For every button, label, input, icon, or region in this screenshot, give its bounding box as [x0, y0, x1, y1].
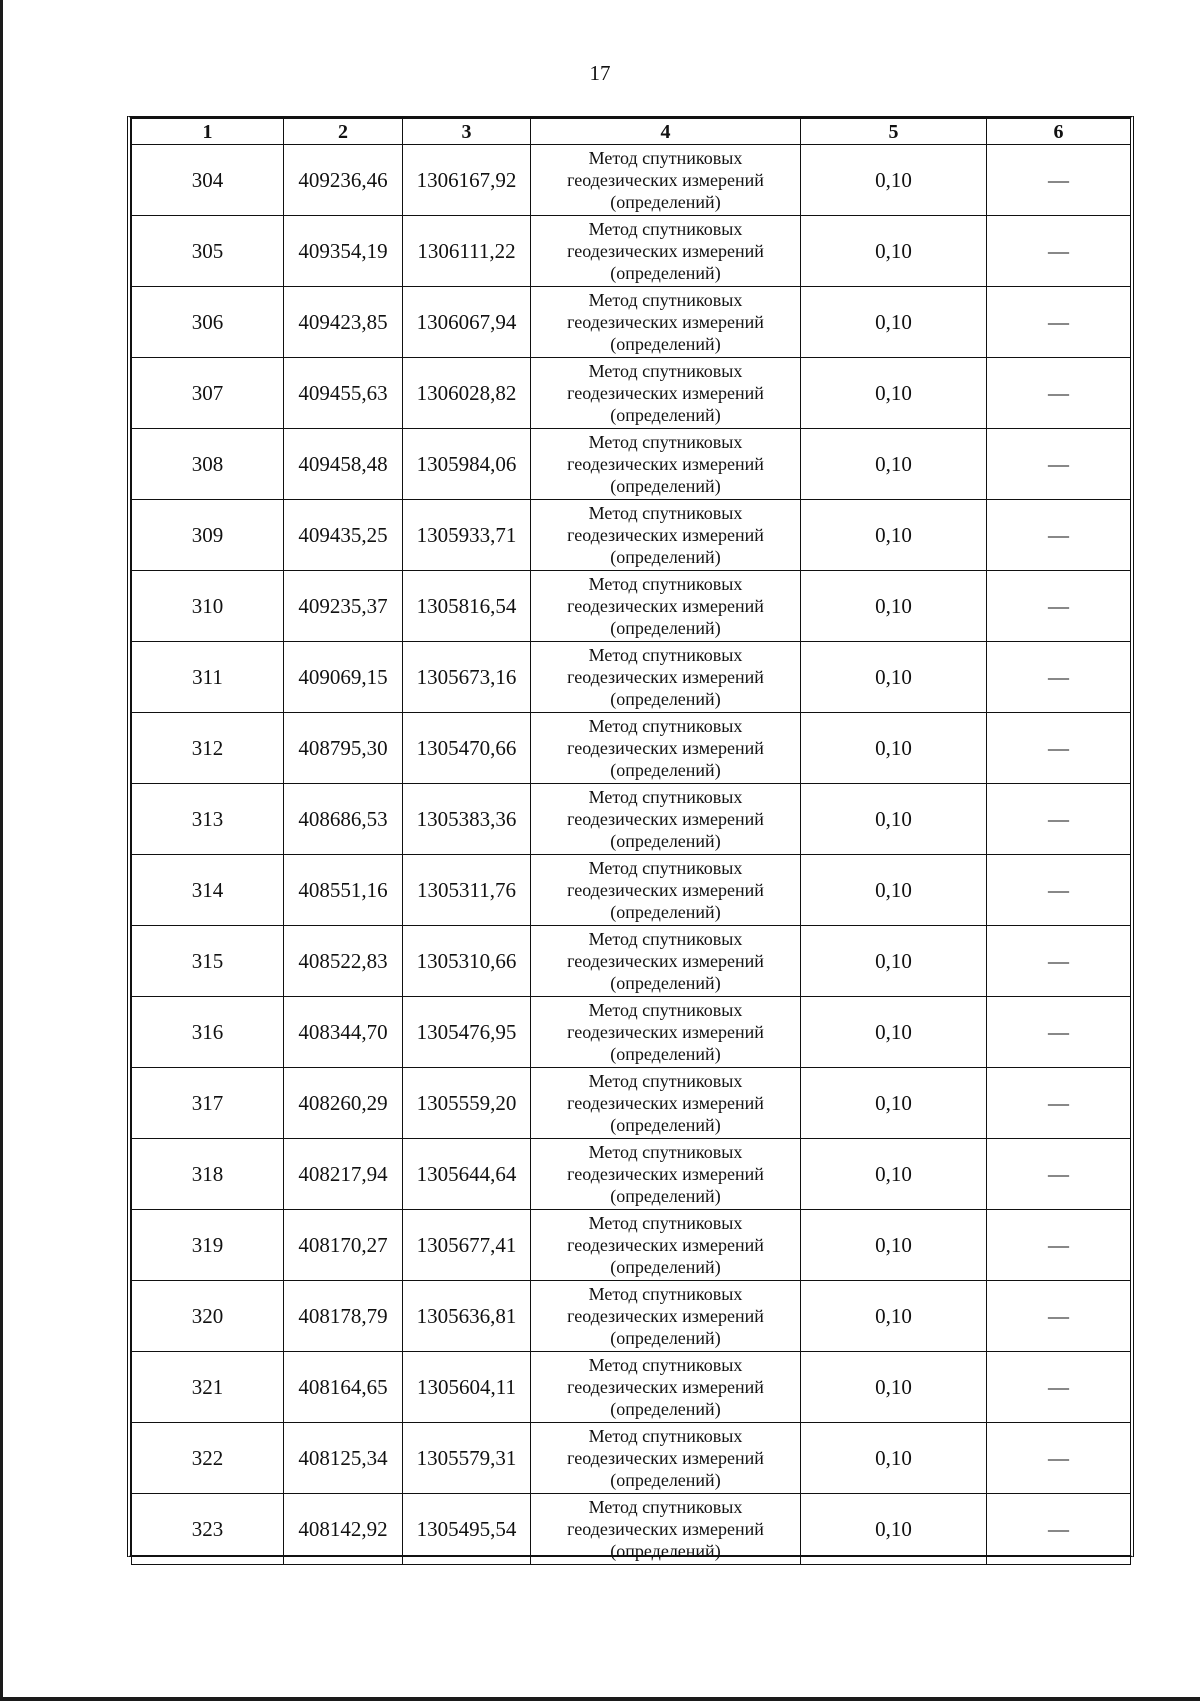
table-row [132, 855, 1131, 926]
table-row [132, 358, 1131, 429]
method-cell [531, 1423, 801, 1494]
table-row [132, 1281, 1131, 1352]
method-cell [531, 1139, 801, 1210]
method-line: (определений) [610, 1044, 721, 1064]
table-row [132, 145, 1131, 216]
table-row [132, 1494, 1131, 1565]
method-line: Метод спутниковых [588, 219, 743, 239]
accuracy-cell: 0,10 [801, 1068, 987, 1139]
point-number-cell: 311 [132, 642, 284, 713]
note-cell: — [987, 1423, 1131, 1494]
table-row [132, 216, 1131, 287]
accuracy-cell: 0,10 [801, 1281, 987, 1352]
method-line: геодезических измерений [567, 1022, 764, 1042]
method-line: (определений) [610, 405, 721, 425]
method-line: геодезических измерений [567, 241, 764, 261]
accuracy-cell: 0,10 [801, 926, 987, 997]
accuracy-cell: 0,10 [801, 1352, 987, 1423]
method-line: (определений) [610, 760, 721, 780]
method-cell [531, 358, 801, 429]
method-cell [531, 287, 801, 358]
table-row [132, 997, 1131, 1068]
note-cell: — [987, 713, 1131, 784]
method-cell [531, 1210, 801, 1281]
point-number-cell: 323 [132, 1494, 284, 1565]
scan-edge-left [0, 0, 3, 1701]
table-row [132, 1423, 1131, 1494]
table-row [132, 429, 1131, 500]
table-row [132, 926, 1131, 997]
method-line: Метод спутниковых [588, 148, 743, 168]
table-row [132, 500, 1131, 571]
method-cell [531, 216, 801, 287]
method-line: Метод спутниковых [588, 1497, 743, 1517]
coordinate-y-cell: 1306167,92 [403, 145, 531, 216]
method-cell [531, 713, 801, 784]
header-cell-2: 2 [284, 119, 403, 145]
method-cell [531, 926, 801, 997]
note-cell: — [987, 1352, 1131, 1423]
coordinate-x-cell: 408178,79 [284, 1281, 403, 1352]
method-line: геодезических измерений [567, 738, 764, 758]
method-line: (определений) [610, 1399, 721, 1419]
accuracy-cell: 0,10 [801, 1139, 987, 1210]
method-line: Метод спутниковых [588, 574, 743, 594]
coordinate-x-cell: 409423,85 [284, 287, 403, 358]
header-cell-3: 3 [403, 119, 531, 145]
method-cell [531, 571, 801, 642]
note-cell: — [987, 855, 1131, 926]
method-line: Метод спутниковых [588, 503, 743, 523]
accuracy-cell: 0,10 [801, 429, 987, 500]
coordinates-table [131, 118, 1131, 1565]
coordinate-x-cell: 409236,46 [284, 145, 403, 216]
coordinate-y-cell: 1305495,54 [403, 1494, 531, 1565]
method-line: геодезических измерений [567, 1093, 764, 1113]
coordinate-x-cell: 409435,25 [284, 500, 403, 571]
note-cell: — [987, 287, 1131, 358]
accuracy-cell: 0,10 [801, 997, 987, 1068]
accuracy-cell: 0,10 [801, 287, 987, 358]
coordinate-x-cell: 408344,70 [284, 997, 403, 1068]
coordinate-y-cell: 1305579,31 [403, 1423, 531, 1494]
coordinate-x-cell: 409069,15 [284, 642, 403, 713]
point-number-cell: 305 [132, 216, 284, 287]
table-row [132, 1210, 1131, 1281]
coordinate-x-cell: 408686,53 [284, 784, 403, 855]
table-row [132, 642, 1131, 713]
coordinate-y-cell: 1305476,95 [403, 997, 531, 1068]
method-line: Метод спутниковых [588, 787, 743, 807]
coordinate-y-cell: 1305604,11 [403, 1352, 531, 1423]
point-number-cell: 306 [132, 287, 284, 358]
method-line: (определений) [610, 973, 721, 993]
method-line: геодезических измерений [567, 525, 764, 545]
coordinate-y-cell: 1305677,41 [403, 1210, 531, 1281]
method-line: геодезических измерений [567, 1164, 764, 1184]
coordinate-x-cell: 408164,65 [284, 1352, 403, 1423]
coordinate-y-cell: 1306111,22 [403, 216, 531, 287]
accuracy-cell: 0,10 [801, 216, 987, 287]
coordinate-y-cell: 1306067,94 [403, 287, 531, 358]
method-cell [531, 855, 801, 926]
accuracy-cell: 0,10 [801, 1210, 987, 1281]
point-number-cell: 313 [132, 784, 284, 855]
coordinate-y-cell: 1305636,81 [403, 1281, 531, 1352]
coordinate-y-cell: 1306028,82 [403, 358, 531, 429]
coordinate-x-cell: 408795,30 [284, 713, 403, 784]
method-cell [531, 784, 801, 855]
coordinate-y-cell: 1305470,66 [403, 713, 531, 784]
method-line: (определений) [610, 831, 721, 851]
coordinate-x-cell: 408260,29 [284, 1068, 403, 1139]
method-line: (определений) [610, 1541, 721, 1561]
method-line: геодезических измерений [567, 667, 764, 687]
method-line: Метод спутниковых [588, 290, 743, 310]
method-line: Метод спутниковых [588, 1000, 743, 1020]
coordinate-x-cell: 408217,94 [284, 1139, 403, 1210]
coordinate-y-cell: 1305816,54 [403, 571, 531, 642]
method-line: (определений) [610, 618, 721, 638]
method-line: геодезических измерений [567, 1448, 764, 1468]
method-line: Метод спутниковых [588, 361, 743, 381]
method-line: геодезических измерений [567, 951, 764, 971]
method-line: Метод спутниковых [588, 1284, 743, 1304]
method-line: Метод спутниковых [588, 1355, 743, 1375]
method-cell [531, 997, 801, 1068]
coordinate-y-cell: 1305984,06 [403, 429, 531, 500]
note-cell: — [987, 642, 1131, 713]
note-cell: — [987, 429, 1131, 500]
method-line: (определений) [610, 547, 721, 567]
method-line: Метод спутниковых [588, 1071, 743, 1091]
method-line: Метод спутниковых [588, 716, 743, 736]
method-line: Метод спутниковых [588, 929, 743, 949]
note-cell: — [987, 358, 1131, 429]
accuracy-cell: 0,10 [801, 855, 987, 926]
method-line: (определений) [610, 1470, 721, 1490]
method-line: (определений) [610, 689, 721, 709]
coordinate-x-cell: 408142,92 [284, 1494, 403, 1565]
note-cell: — [987, 1139, 1131, 1210]
coordinate-y-cell: 1305310,66 [403, 926, 531, 997]
coordinate-y-cell: 1305933,71 [403, 500, 531, 571]
note-cell: — [987, 1210, 1131, 1281]
accuracy-cell: 0,10 [801, 145, 987, 216]
point-number-cell: 316 [132, 997, 284, 1068]
note-cell: — [987, 784, 1131, 855]
accuracy-cell: 0,10 [801, 571, 987, 642]
note-cell: — [987, 216, 1131, 287]
method-line: Метод спутниковых [588, 1426, 743, 1446]
method-cell [531, 500, 801, 571]
coordinates-table-frame [127, 116, 1134, 1561]
note-cell: — [987, 500, 1131, 571]
method-line: геодезических измерений [567, 383, 764, 403]
method-cell [531, 429, 801, 500]
method-line: Метод спутниковых [588, 432, 743, 452]
coordinate-x-cell: 409455,63 [284, 358, 403, 429]
table-row [132, 1068, 1131, 1139]
method-line: Метод спутниковых [588, 1142, 743, 1162]
header-cell-4: 4 [531, 119, 801, 145]
coordinate-y-cell: 1305644,64 [403, 1139, 531, 1210]
table-row [132, 784, 1131, 855]
coordinate-y-cell: 1305311,76 [403, 855, 531, 926]
table-row [132, 571, 1131, 642]
point-number-cell: 318 [132, 1139, 284, 1210]
accuracy-cell: 0,10 [801, 358, 987, 429]
method-line: (определений) [610, 476, 721, 496]
method-line: Метод спутниковых [588, 1213, 743, 1233]
note-cell: — [987, 997, 1131, 1068]
method-line: геодезических измерений [567, 596, 764, 616]
point-number-cell: 317 [132, 1068, 284, 1139]
method-line: (определений) [610, 263, 721, 283]
coordinate-x-cell: 409354,19 [284, 216, 403, 287]
header-row [132, 119, 1131, 145]
coordinate-x-cell: 408125,34 [284, 1423, 403, 1494]
method-line: геодезических измерений [567, 454, 764, 474]
point-number-cell: 321 [132, 1352, 284, 1423]
method-cell [531, 1352, 801, 1423]
note-cell: — [987, 1281, 1131, 1352]
method-cell [531, 1068, 801, 1139]
method-line: (определений) [610, 902, 721, 922]
method-line: геодезических измерений [567, 809, 764, 829]
method-line: (определений) [610, 1186, 721, 1206]
table-body [132, 145, 1131, 1565]
method-line: (определений) [610, 1328, 721, 1348]
accuracy-cell: 0,10 [801, 642, 987, 713]
method-line: геодезических измерений [567, 312, 764, 332]
accuracy-cell: 0,10 [801, 1423, 987, 1494]
scan-edge-bottom [0, 1697, 1200, 1701]
coordinate-y-cell: 1305673,16 [403, 642, 531, 713]
accuracy-cell: 0,10 [801, 500, 987, 571]
method-line: геодезических измерений [567, 1235, 764, 1255]
note-cell: — [987, 145, 1131, 216]
table-row [132, 287, 1131, 358]
table-row [132, 1139, 1131, 1210]
header-cell-1: 1 [132, 119, 284, 145]
method-cell [531, 642, 801, 713]
coordinate-x-cell: 408170,27 [284, 1210, 403, 1281]
coordinate-x-cell: 409235,37 [284, 571, 403, 642]
method-line: Метод спутниковых [588, 645, 743, 665]
page-number: 17 [589, 61, 611, 85]
point-number-cell: 319 [132, 1210, 284, 1281]
method-line: (определений) [610, 334, 721, 354]
coordinate-x-cell: 409458,48 [284, 429, 403, 500]
note-cell: — [987, 1068, 1131, 1139]
method-cell [531, 145, 801, 216]
table-row [132, 1352, 1131, 1423]
method-line: (определений) [610, 192, 721, 212]
coordinate-x-cell: 408522,83 [284, 926, 403, 997]
point-number-cell: 320 [132, 1281, 284, 1352]
method-line: геодезических измерений [567, 170, 764, 190]
point-number-cell: 315 [132, 926, 284, 997]
point-number-cell: 308 [132, 429, 284, 500]
method-cell [531, 1494, 801, 1565]
point-number-cell: 314 [132, 855, 284, 926]
coordinate-y-cell: 1305383,36 [403, 784, 531, 855]
method-line: геодезических измерений [567, 1377, 764, 1397]
note-cell: — [987, 571, 1131, 642]
header-cell-6: 6 [987, 119, 1131, 145]
note-cell: — [987, 926, 1131, 997]
method-line: (определений) [610, 1257, 721, 1277]
table-row [132, 713, 1131, 784]
accuracy-cell: 0,10 [801, 713, 987, 784]
note-cell: — [987, 1494, 1131, 1565]
point-number-cell: 304 [132, 145, 284, 216]
coordinate-y-cell: 1305559,20 [403, 1068, 531, 1139]
method-cell [531, 1281, 801, 1352]
method-line: геодезических измерений [567, 1519, 764, 1539]
point-number-cell: 307 [132, 358, 284, 429]
point-number-cell: 309 [132, 500, 284, 571]
method-line: геодезических измерений [567, 1306, 764, 1326]
method-line: геодезических измерений [567, 880, 764, 900]
coordinate-x-cell: 408551,16 [284, 855, 403, 926]
point-number-cell: 322 [132, 1423, 284, 1494]
method-line: Метод спутниковых [588, 858, 743, 878]
accuracy-cell: 0,10 [801, 784, 987, 855]
accuracy-cell: 0,10 [801, 1494, 987, 1565]
header-cell-5: 5 [801, 119, 987, 145]
point-number-cell: 312 [132, 713, 284, 784]
method-line: (определений) [610, 1115, 721, 1135]
point-number-cell: 310 [132, 571, 284, 642]
